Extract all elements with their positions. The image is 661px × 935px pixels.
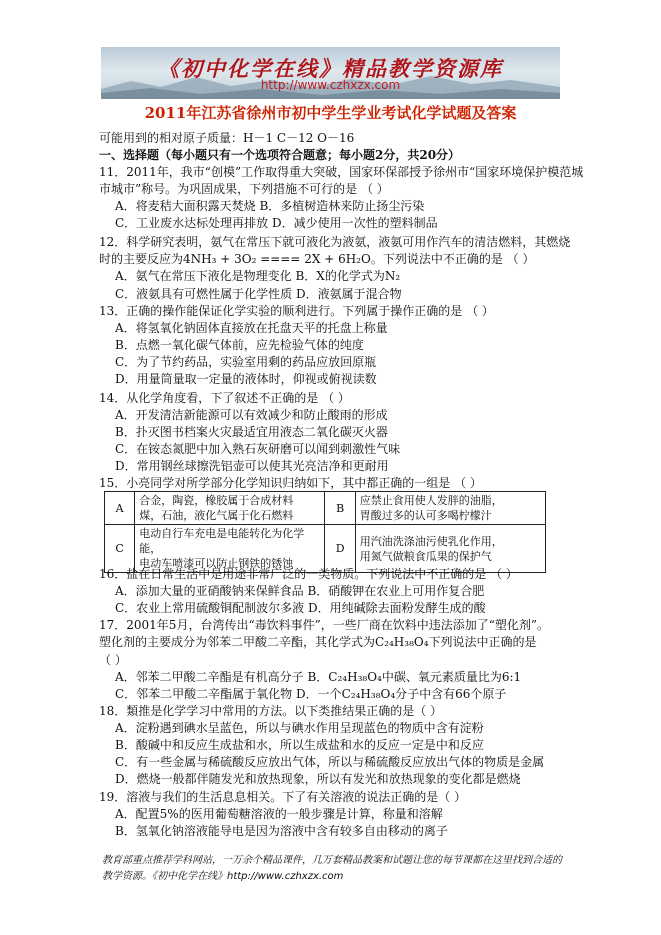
q11-stem-1: 11．2011年，我市“创模”工作取得重大突破，国家环保部授予徐州市“国家环境保护模范城 [99, 165, 584, 179]
q15-stem: 15．小亮同学对所学部分化学知识归纳如下，其中都正确的一组是 （ ） [99, 476, 482, 490]
q17-stem-3: （ ） [99, 653, 127, 667]
q13-option-c: C．为了节约药品，实验室用剩的药品应放回原瓶 [115, 355, 377, 369]
q15-cell [355, 492, 545, 525]
q14-option-d: D．常用钢丝球擦洗铝壶可以使其光亮洁净和更耐用 [115, 459, 389, 473]
q17-stem-2: 塑化剂的主要成分为邻苯二甲酸二辛酯，其化学式为C₂₄H₃₈O₄下列说法中正确的是 [99, 635, 537, 649]
q19-stem: 19．溶液与我们的生活息息相关。下了有关溶液的说法正确的是（ ） [99, 790, 467, 804]
q15-cell-line: 胃酸过多的认可多喝柠檬汁 [359, 509, 492, 522]
q15-cell-line: 用氮气做粮食瓜果的保护气 [359, 549, 492, 563]
q15-cell-line: 用汽油洗涤油污使乳化作用， [359, 534, 503, 548]
q15-key-d: D [325, 525, 355, 573]
q16-stem: 16．盐在日常生活中是用途非常广泛的一类物质。下列说法中不正确的是 （ ） [99, 567, 518, 581]
q14-option-a: A．开发清洁新能源可以有效减少和防止酸雨的形成 [115, 408, 388, 422]
q15-key-b: B [325, 492, 355, 525]
q11-options-ab: A．将麦秸大面积露天焚烧 B．多植树造林来防止扬尘污染 [115, 199, 425, 213]
q15-key-a: A [105, 492, 135, 525]
page-title: 2011年江苏省徐州市初中学生学业考试化学试题及答案 [144, 104, 517, 122]
q13-option-a: A．将氢氧化钠固体直接放在托盘天平的托盘上称量 [115, 321, 388, 335]
q17-options-cd: C．邻苯二甲酸二辛酯属于氧化物 D．一个C₂₄H₃₈O₄分子中含有66个原子 [115, 687, 507, 701]
q12-options-cd: C．液氨具有可燃性属于化学性质 D．液氨属于混合物 [115, 287, 402, 301]
q14-option-b: B．扑灭图书档案火灾最适宜用液态二氧化碳灭火器 [115, 425, 388, 439]
q15-cell [135, 492, 325, 525]
q14-stem: 14．从化学角度看，下了叙述不正确的是 （ ） [99, 391, 350, 405]
q13-option-b: B．点燃一氧化碳气体前，应先检验气体的纯度 [115, 338, 364, 352]
q13-stem: 13．正确的操作能保证化学实验的顺利进行。下列属于操作正确的是 （ ） [99, 304, 494, 318]
q15-cell-line: 应禁止食用使人发胖的油脂， [359, 494, 503, 507]
header-banner [101, 47, 560, 99]
q15-cell-line: 电动自行车充电是电能转化为化学能， [139, 527, 305, 555]
q16-options-ab: A．添加大量的亚硝酸钠来保鲜食品 B．硝酸钾在农业上可用作复合肥 [115, 584, 485, 598]
footer-line-2[interactable]: 教学资源。《初中化学在线》http://www.czhxzx.com [102, 871, 344, 882]
q18-option-d: D．燃烧一般都伴随发光和放热现象，所以有发光和放热现象的变化都是燃烧 [115, 772, 521, 786]
footer [102, 853, 572, 885]
table-row [105, 492, 546, 525]
q11-stem-2: 市城市”称号。为巩固成果，下列措施不可行的是 （ ） [99, 182, 389, 196]
q15-cell-line: 煤，石油，液化气属于化石燃料 [139, 509, 294, 522]
q17-stem-1: 17．2001年5月，台湾传出“毒饮料事件”，一些厂商在饮料中违法添加了“塑化剂”。 [99, 618, 549, 632]
q12-stem-1: 12．科学研究表明，氨气在常压下就可液化为液氨，液氨可用作汽车的清洁燃料，其燃烧 [99, 235, 571, 249]
q18-stem: 18．類推是化学学习中常用的方法。以下类推结果正确的是（ ） [99, 704, 443, 718]
q18-option-c: C．有一些金属与稀硫酸反应放出气体，所以与稀硫酸反应放出气体的物质是金属 [115, 755, 545, 769]
banner-title: 《初中化学在线》精品教学资源库 [158, 56, 503, 81]
q16-options-cd: C．农业上常用硫酸铜配制波尔多液 D．用纯碱除去面粉发酵生成的酸 [115, 601, 486, 615]
banner-url[interactable]: http://www.czhxzx.com [260, 78, 401, 92]
q13-option-d: D．用量筒量取一定量的液体时，仰视或俯视读数 [115, 372, 377, 386]
q18-option-a: A．淀粉遇到碘水呈蓝色，所以与碘水作用呈现蓝色的物质中含有淀粉 [115, 721, 484, 735]
q15-key-c: C [105, 525, 135, 573]
q11-options-cd: C．工业废水达标处理再排放 D．减少使用一次性的塑料制品 [115, 216, 438, 230]
q15-table [104, 491, 546, 573]
q17-options-ab: A．邻苯二甲酸二辛酯是有机高分子 B．C₂₄H₃₈O₄中碳、氧元素质量比为6:1 [115, 670, 522, 684]
q15-cell-line: 电动车喷漆可以防止钢铁的锈蚀 [139, 557, 294, 570]
q15-cell-line: 合金，陶瓷，橡胶属于合成材料 [139, 494, 294, 507]
q19-option-b: B．氢氧化钠溶液能导电是因为溶液中含有较多自由移动的离子 [115, 824, 448, 838]
atomic-masses: 可能用到的相对原子质量：H－1 C－12 O－16 [99, 131, 355, 145]
q14-option-c: C．在铵态氮肥中加入熟石灰研磨可以闻到刺激性气味 [115, 442, 401, 456]
q12-options-ab: A．氨气在常压下液化是物理变化 B．X的化学式为N₂ [115, 269, 401, 283]
q19-option-a: A．配置5%的医用葡萄糖溶液的一般步骤是计算，称量和溶解 [115, 807, 443, 821]
q12-stem-2: 时的主要反应为4NH₃ + 3O₂ ==== 2X + 6H₂O。下列说法中不正确的是 （ ） [99, 252, 535, 266]
footer-line-1: 教育部重点推荐学科网站，一万余个精品课件，几万套精品教案和试题让您的每节课都在这里找到合适的 [102, 855, 562, 866]
section-heading: 一、选择题（每小题只有一个选项符合题意；每小题2分，共20分） [99, 148, 461, 162]
q18-option-b: B．酸碱中和反应生成盐和水，所以生成盐和水的反应一定是中和反应 [115, 738, 484, 752]
